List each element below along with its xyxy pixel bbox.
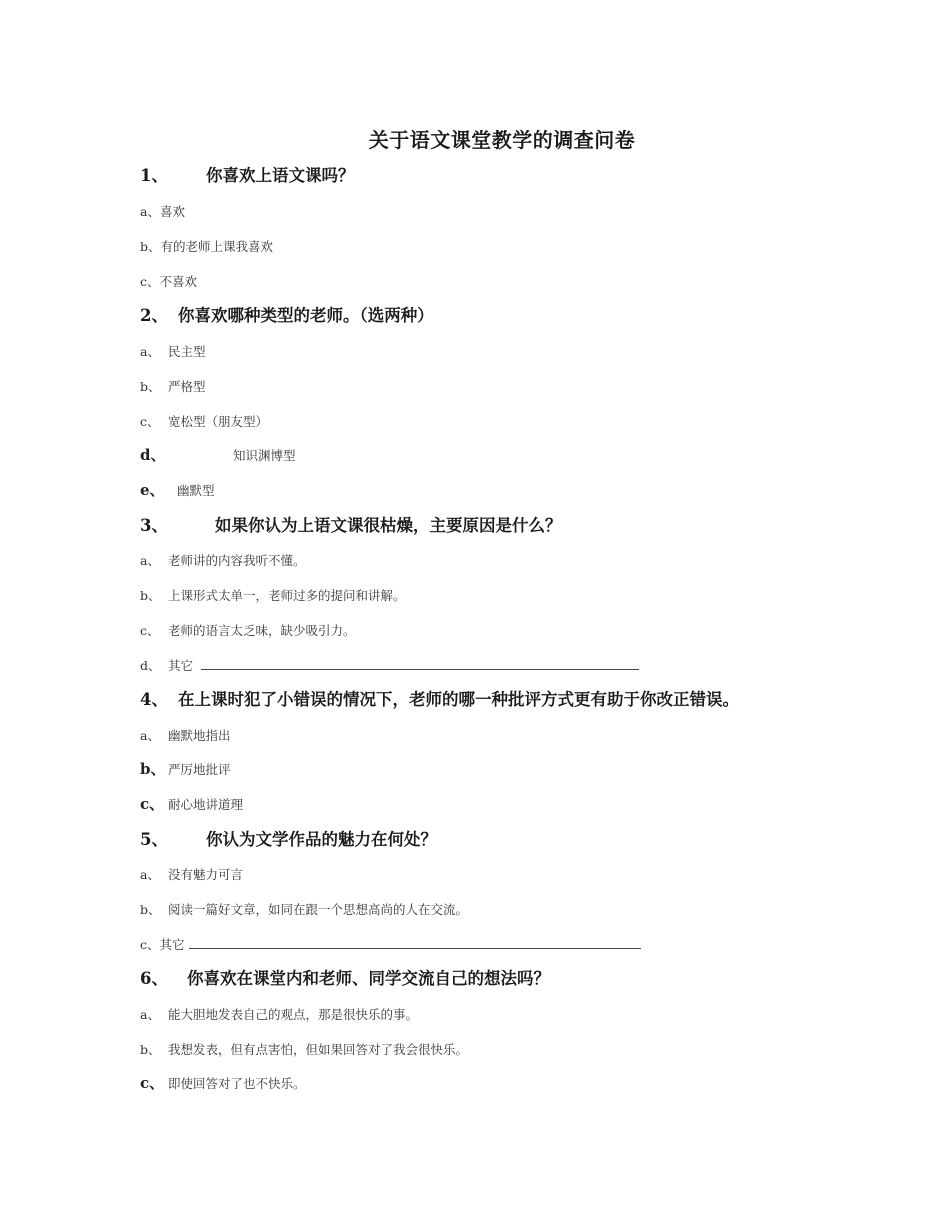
option-2e (140, 479, 215, 500)
option-1c (140, 272, 197, 290)
option-text: 严格型 (168, 379, 206, 394)
question-text: 如果你认为上语文课很枯燥，主要原因是什么？ (215, 516, 562, 535)
question-number: 6、 (140, 969, 168, 988)
option-5a (140, 865, 243, 883)
option-text: 喜欢 (159, 204, 185, 219)
option-marker: b、 (140, 379, 161, 394)
option-text: 幽默地指出 (168, 728, 231, 743)
option-text: 幽默型 (177, 483, 215, 498)
option-marker: c、 (140, 414, 160, 429)
question-number: 4、 (140, 690, 168, 709)
question-6 (140, 965, 550, 989)
option-marker: a、 (140, 344, 160, 359)
option-text: 耐心地讲道理 (168, 797, 244, 812)
answer-blank[interactable] (201, 656, 639, 670)
question-2 (140, 302, 434, 326)
option-3c (140, 621, 356, 639)
option-6b (140, 1040, 468, 1058)
option-marker: b、 (140, 760, 166, 778)
page-title: 关于语文课堂教学的调查问卷 (368, 128, 636, 152)
option-text: 阅读一篇好文章，如同在跟一个思想高尚的人在交流。 (168, 902, 469, 917)
option-marker: c、 (140, 1074, 165, 1092)
option-text: 其它 (168, 658, 194, 673)
question-number: 3、 (140, 516, 168, 535)
answer-blank[interactable] (189, 935, 641, 949)
option-marker: b、 (140, 588, 161, 603)
option-3d (140, 656, 639, 674)
question-text: 你喜欢上语文课吗？ (206, 166, 355, 185)
question-5 (140, 826, 437, 850)
option-marker: d、 (140, 446, 166, 464)
option-4b (140, 758, 231, 779)
option-marker: c、 (140, 795, 165, 813)
question-text: 在上课时犯了小错误的情况下，老师的哪一种批评方式更有助于你改正错误。 (178, 690, 739, 709)
option-2c (140, 412, 268, 430)
question-number: 5、 (140, 830, 168, 849)
option-text: 其它 (159, 937, 185, 952)
option-marker: c、 (140, 937, 160, 952)
option-2a (140, 342, 206, 360)
question-text: 你喜欢在课堂内和老师、同学交流自己的想法吗？ (187, 969, 550, 988)
option-4c (140, 793, 243, 814)
option-6a (140, 1005, 418, 1023)
option-1b (140, 237, 273, 255)
question-number: 1、 (140, 166, 168, 185)
option-6c (140, 1072, 306, 1093)
option-marker: a、 (140, 204, 160, 219)
option-marker: a、 (140, 867, 160, 882)
option-text: 能大胆地发表自己的观点，那是很快乐的事。 (168, 1007, 419, 1022)
question-3 (140, 512, 562, 536)
option-marker: a、 (140, 728, 160, 743)
option-text: 上课形式太单一，老师过多的提问和讲解。 (168, 588, 406, 603)
option-text: 老师的语言太乏味，缺少吸引力。 (168, 623, 356, 638)
question-4 (140, 686, 739, 710)
option-text: 没有魅力可言 (168, 867, 244, 882)
option-marker: c、 (140, 623, 160, 638)
option-marker: c、 (140, 274, 160, 289)
option-text: 宽松型（朋友型） (168, 414, 269, 429)
option-marker: a、 (140, 1007, 160, 1022)
option-text: 严厉地批评 (168, 762, 231, 777)
option-1a (140, 202, 185, 220)
option-text: 即使回答对了也不快乐。 (168, 1076, 306, 1091)
option-text: 有的老师上课我喜欢 (160, 239, 274, 254)
option-2d (140, 444, 296, 465)
option-4a (140, 726, 231, 744)
option-3b (140, 586, 406, 604)
option-marker: b、 (140, 902, 161, 917)
option-5c (140, 935, 641, 953)
option-marker: b、 (140, 239, 161, 254)
question-1 (140, 162, 355, 186)
option-marker: a、 (140, 553, 160, 568)
option-5b (140, 900, 468, 918)
option-text: 我想发表，但有点害怕，但如果回答对了我会很快乐。 (168, 1042, 469, 1057)
question-text: 你认为文学作品的魅力在何处？ (206, 830, 437, 849)
option-marker: b、 (140, 1042, 161, 1057)
option-text: 民主型 (168, 344, 206, 359)
question-number: 2、 (140, 306, 168, 325)
option-text: 知识渊博型 (233, 448, 296, 463)
question-text: 你喜欢哪种类型的老师。（选两种） (178, 306, 434, 325)
option-2b (140, 377, 206, 395)
option-3a (140, 551, 306, 569)
option-text: 老师讲的内容我听不懂。 (168, 553, 306, 568)
option-text: 不喜欢 (159, 274, 198, 289)
option-marker: d、 (140, 658, 161, 673)
option-marker: e、 (140, 481, 165, 499)
